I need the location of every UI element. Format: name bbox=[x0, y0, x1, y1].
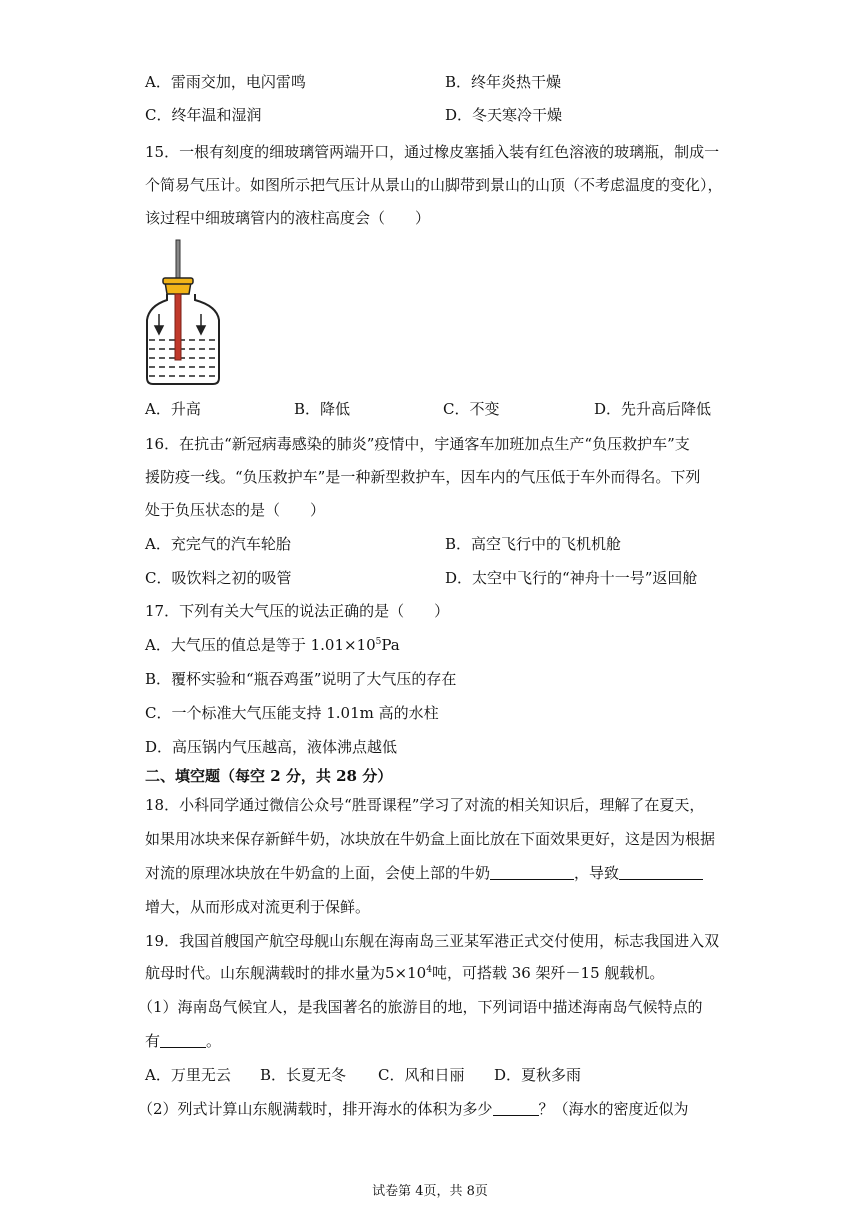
q16-option-a: A．充完气的汽车轮胎 bbox=[145, 535, 291, 553]
q19-option-b: B．长夏无冬 bbox=[260, 1066, 347, 1084]
q14-option-d: D．冬天寒冷干燥 bbox=[445, 106, 563, 124]
q14-option-a: A．雷雨交加，电闪雷鸣 bbox=[145, 73, 306, 91]
q19-stem-line2 bbox=[145, 963, 664, 983]
q16-stem-line3: 处于负压状态的是（ ） bbox=[145, 501, 326, 519]
q14-option-c: C．终年温和湿润 bbox=[145, 106, 262, 124]
q17-option-c: C．一个标准大气压能支持 1.01m 高的水柱 bbox=[145, 704, 439, 722]
q15-stem-line1: 15．一根有刻度的细玻璃管两端开口，通过橡皮塞插入装有红色溶液的玻璃瓶，制成一 bbox=[145, 143, 720, 161]
q17-option-a-text: A．大气压的值总是等于 1.01×10 bbox=[145, 636, 376, 654]
q18-blank-1[interactable] bbox=[490, 863, 574, 880]
q16-option-b: B．高空飞行中的飞机机舱 bbox=[445, 535, 622, 553]
q19-sub1-line2 bbox=[145, 1031, 221, 1051]
q18-stem-line4: 增大，从而形成对流更利于保鲜。 bbox=[145, 898, 371, 916]
q17-option-a-unit: Pa bbox=[381, 636, 400, 654]
q17-option-a bbox=[145, 635, 400, 655]
q19-line2-text: 航母时代。山东舰满载时的排水量为5×10 bbox=[145, 964, 427, 982]
q16-stem-line1: 16．在抗击“新冠病毒感染的肺炎”疫情中，宇通客车加班加点生产“负压救护车”支 bbox=[145, 435, 690, 453]
q15-option-c: C．不变 bbox=[443, 400, 500, 418]
q18-stem-line3 bbox=[145, 863, 703, 883]
section-heading-fill-in: 二、填空题（每空 2 分，共 28 分） bbox=[145, 767, 393, 785]
q14-option-b: B．终年炎热干燥 bbox=[445, 73, 562, 91]
q18-stem-line2: 如果用冰块来保存新鲜牛奶，冰块放在牛奶盒上面比放在下面效果更好，这是因为根据 bbox=[145, 830, 716, 848]
q19-sub1-blank[interactable] bbox=[160, 1031, 206, 1048]
q16-option-d: D．太空中飞行的“神舟十一号”返回舱 bbox=[445, 569, 698, 587]
barometer-bottle-illustration bbox=[143, 238, 223, 388]
page-footer: 试卷第 4页，共 8页 bbox=[372, 1184, 488, 1199]
q16-stem-line2: 援防疫一线。“负压救护车”是一种新型救护车，因车内的气压低于车外而得名。下列 bbox=[145, 468, 701, 486]
q17-option-d: D．高压锅内气压越高，液体沸点越低 bbox=[145, 738, 398, 756]
q15-option-a: A．升高 bbox=[145, 400, 201, 418]
q19-option-a: A．万里无云 bbox=[145, 1066, 231, 1084]
q18-blank-2[interactable] bbox=[619, 863, 703, 880]
q19-line2-exponent: 4 bbox=[426, 965, 432, 975]
q18-line3-mid: ，导致 bbox=[574, 864, 620, 882]
q19-sub2-text: （2）列式计算山东舰满载时，排开海水的体积为多少 bbox=[138, 1100, 493, 1118]
q19-sub2-rest: ？（海水的密度近似为 bbox=[538, 1100, 689, 1118]
q15-stem-line2: 个简易气压计。如图所示把气压计从景山的山脚带到景山的山顶（不考虑温度的变化）， bbox=[145, 176, 723, 194]
q17-option-b: B．覆杯实验和“瓶吞鸡蛋”说明了大气压的存在 bbox=[145, 670, 457, 688]
q19-stem-line1: 19．我国首艘国产航空母舰山东舰在海南岛三亚某军港正式交付使用，标志我国进入双 bbox=[145, 932, 720, 950]
q19-sub2 bbox=[138, 1099, 689, 1119]
q19-sub2-blank[interactable] bbox=[493, 1099, 539, 1116]
q18-stem-line1: 18．小科同学通过微信公众号“胜哥课程”学习了对流的相关知识后，理解了在夏天， bbox=[145, 796, 705, 814]
q15-option-d: D．先升高后降低 bbox=[594, 400, 712, 418]
q19-sub1-suffix: 。 bbox=[206, 1032, 222, 1050]
q15-option-b: B．降低 bbox=[294, 400, 351, 418]
q17-stem: 17．下列有关大气压的说法正确的是（ ） bbox=[145, 602, 450, 620]
q17-option-a-exponent: 5 bbox=[375, 637, 382, 647]
barometer-figure bbox=[143, 238, 223, 388]
q19-sub1-line1: （1）海南岛气候宜人，是我国著名的旅游目的地，下列词语中描述海南岛气候特点的 bbox=[138, 998, 703, 1016]
q19-option-d: D．夏秋多雨 bbox=[494, 1066, 582, 1084]
q19-option-c: C．风和日丽 bbox=[378, 1066, 465, 1084]
q19-sub1-prefix: 有 bbox=[145, 1032, 161, 1050]
q19-line2-rest: 吨，可搭载 36 架歼－15 舰载机。 bbox=[431, 964, 665, 982]
q18-line3-text: 对流的原理冰块放在牛奶盒的上面，会使上部的牛奶 bbox=[145, 864, 491, 882]
q16-option-c: C．吸饮料之初的吸管 bbox=[145, 569, 292, 587]
q15-stem-line3: 该过程中细玻璃管内的液柱高度会（ ） bbox=[145, 209, 431, 227]
